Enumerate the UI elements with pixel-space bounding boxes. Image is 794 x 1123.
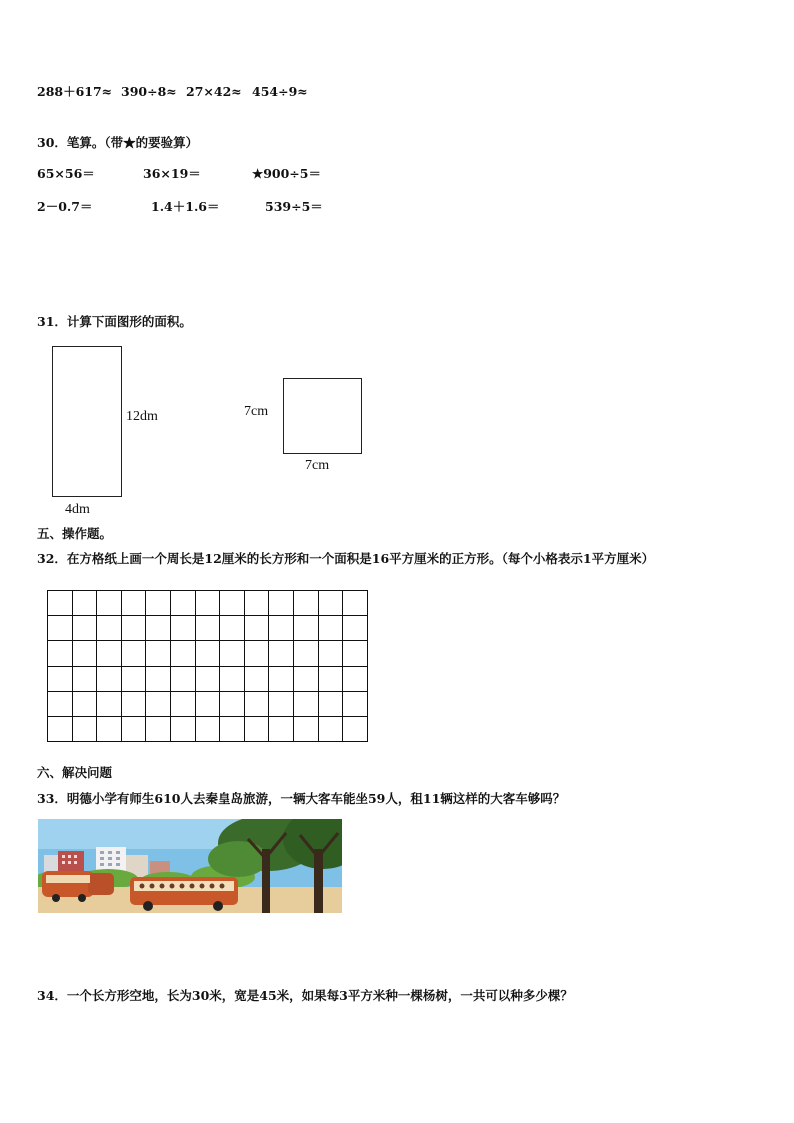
grid-cell[interactable] [97, 716, 122, 741]
grid-cell[interactable] [170, 716, 195, 741]
star-icon: ★ [123, 135, 136, 150]
grid-cell[interactable] [97, 616, 122, 641]
grid-cell[interactable] [318, 616, 343, 641]
grid-cell[interactable] [170, 691, 195, 716]
grid-cell[interactable] [121, 691, 146, 716]
grid-cell[interactable] [220, 666, 245, 691]
grid-cell[interactable] [220, 641, 245, 666]
q31-title: 31．计算下面图形的面积。 [37, 314, 192, 329]
grid-cell[interactable] [146, 616, 171, 641]
grid-cell[interactable] [121, 616, 146, 641]
grid-row [48, 691, 368, 716]
grid-cell[interactable] [97, 591, 122, 616]
q30-title-tail: 的要验算） [135, 135, 199, 150]
grid-cell[interactable] [269, 666, 294, 691]
grid-cell[interactable] [343, 691, 368, 716]
grid-cell[interactable] [343, 591, 368, 616]
grid-cell[interactable] [195, 641, 220, 666]
grid-cell[interactable] [220, 691, 245, 716]
grid-cell[interactable] [170, 641, 195, 666]
grid-row [48, 716, 368, 741]
section-5-heading: 五、操作题。 [37, 526, 113, 541]
grid-cell[interactable] [121, 641, 146, 666]
q30-problem-5: 1.4＋1.6＝ [151, 199, 220, 214]
grid-cell[interactable] [244, 691, 269, 716]
grid-cell[interactable] [269, 591, 294, 616]
grid-cell[interactable] [121, 716, 146, 741]
grid-cell[interactable] [293, 716, 318, 741]
square-figure [283, 378, 362, 454]
rectangle-height-label: 12dm [126, 409, 158, 424]
q33-title: 33．明德小学有师生610人去秦皇岛旅游，一辆大客车能坐59人，租11辆这样的大客车够吗？ [37, 791, 566, 806]
grid-cell[interactable] [318, 591, 343, 616]
grid-cell[interactable] [146, 691, 171, 716]
estimate-1: 288＋617≈ [37, 84, 113, 99]
q30-problem-4: 2－0.7＝ [37, 199, 93, 214]
grid-cell[interactable] [343, 666, 368, 691]
estimate-4: 454÷9≈ [252, 84, 308, 99]
rectangle-width-label: 4dm [65, 502, 90, 517]
grid-cell[interactable] [195, 591, 220, 616]
grid-cell[interactable] [72, 691, 97, 716]
q30-title-head: 30．笔算。（带 [37, 135, 124, 150]
q30-title [37, 137, 198, 150]
grid-cell[interactable] [244, 716, 269, 741]
grid-cell[interactable] [170, 591, 195, 616]
bus-scene-svg [38, 819, 342, 913]
grid-cell[interactable] [293, 641, 318, 666]
grid-cell[interactable] [195, 716, 220, 741]
grid-cell[interactable] [220, 616, 245, 641]
grid-cell[interactable] [244, 666, 269, 691]
q32-title: 32．在方格纸上画一个周长是12厘米的长方形和一个面积是16平方厘米的正方形。（每个小格表示1平方厘米） [37, 551, 655, 566]
grid-cell[interactable] [220, 591, 245, 616]
grid-cell[interactable] [195, 691, 220, 716]
grid-cell[interactable] [343, 616, 368, 641]
q30-problem-6: 539÷5＝ [265, 199, 323, 214]
grid-cell[interactable] [293, 591, 318, 616]
grid-cell[interactable] [48, 666, 73, 691]
square-bottom-label: 7cm [305, 458, 330, 473]
grid-cell[interactable] [269, 616, 294, 641]
estimate-2: 390÷8≈ [121, 84, 177, 99]
grid-cell[interactable] [244, 616, 269, 641]
q30-problem-2: 36×19＝ [143, 166, 201, 181]
grid-cell[interactable] [72, 616, 97, 641]
grid-row [48, 666, 368, 691]
grid-cell[interactable] [121, 666, 146, 691]
grid-cell[interactable] [146, 666, 171, 691]
q30-problem-1: 65×56＝ [37, 166, 95, 181]
grid-cell[interactable] [343, 641, 368, 666]
section-6-heading: 六、解决问题 [37, 765, 113, 780]
square-side-label: 7cm [244, 404, 269, 419]
estimate-3: 27×42≈ [186, 84, 242, 99]
bus-scene-illustration [38, 819, 342, 913]
q30-problem-3: ★900÷5＝ [252, 166, 321, 181]
grid-cell[interactable] [146, 591, 171, 616]
grid-cell[interactable] [318, 641, 343, 666]
grid-cell[interactable] [318, 716, 343, 741]
rectangle-figure [52, 346, 122, 497]
grid-cell[interactable] [269, 691, 294, 716]
grid-cell[interactable] [293, 666, 318, 691]
grid-cell[interactable] [318, 666, 343, 691]
grid-cell[interactable] [318, 691, 343, 716]
grid-cell[interactable] [97, 641, 122, 666]
grid-cell[interactable] [48, 616, 73, 641]
grid-cell[interactable] [269, 641, 294, 666]
grid-cell[interactable] [48, 591, 73, 616]
grid-row [48, 641, 368, 666]
grid-cell[interactable] [195, 666, 220, 691]
grid-cell[interactable] [121, 591, 146, 616]
grid-cell[interactable] [48, 641, 73, 666]
grid-cell[interactable] [146, 641, 171, 666]
grid-cell[interactable] [72, 716, 97, 741]
grid-row [48, 591, 368, 616]
grid-cell[interactable] [170, 666, 195, 691]
grid-cell[interactable] [48, 716, 73, 741]
grid-cell[interactable] [293, 691, 318, 716]
grid-row [48, 616, 368, 641]
grid-cell[interactable] [72, 666, 97, 691]
grid-cell[interactable] [195, 616, 220, 641]
grid-cell[interactable] [97, 666, 122, 691]
grid-cell[interactable] [48, 691, 73, 716]
grid-cell[interactable] [244, 591, 269, 616]
grid-cell[interactable] [97, 691, 122, 716]
grid-cell[interactable] [343, 716, 368, 741]
grid-paper[interactable] [47, 590, 368, 742]
grid-cell[interactable] [220, 716, 245, 741]
grid-cell[interactable] [72, 591, 97, 616]
grid-cell[interactable] [269, 716, 294, 741]
grid-cell[interactable] [244, 641, 269, 666]
grid-cell[interactable] [293, 616, 318, 641]
grid-cell[interactable] [146, 716, 171, 741]
grid-cell[interactable] [72, 641, 97, 666]
q34-title: 34．一个长方形空地，长为30米，宽是45米，如果每3平方米种一棵杨树，一共可以种多少棵？ [37, 988, 573, 1003]
grid-cell[interactable] [170, 616, 195, 641]
